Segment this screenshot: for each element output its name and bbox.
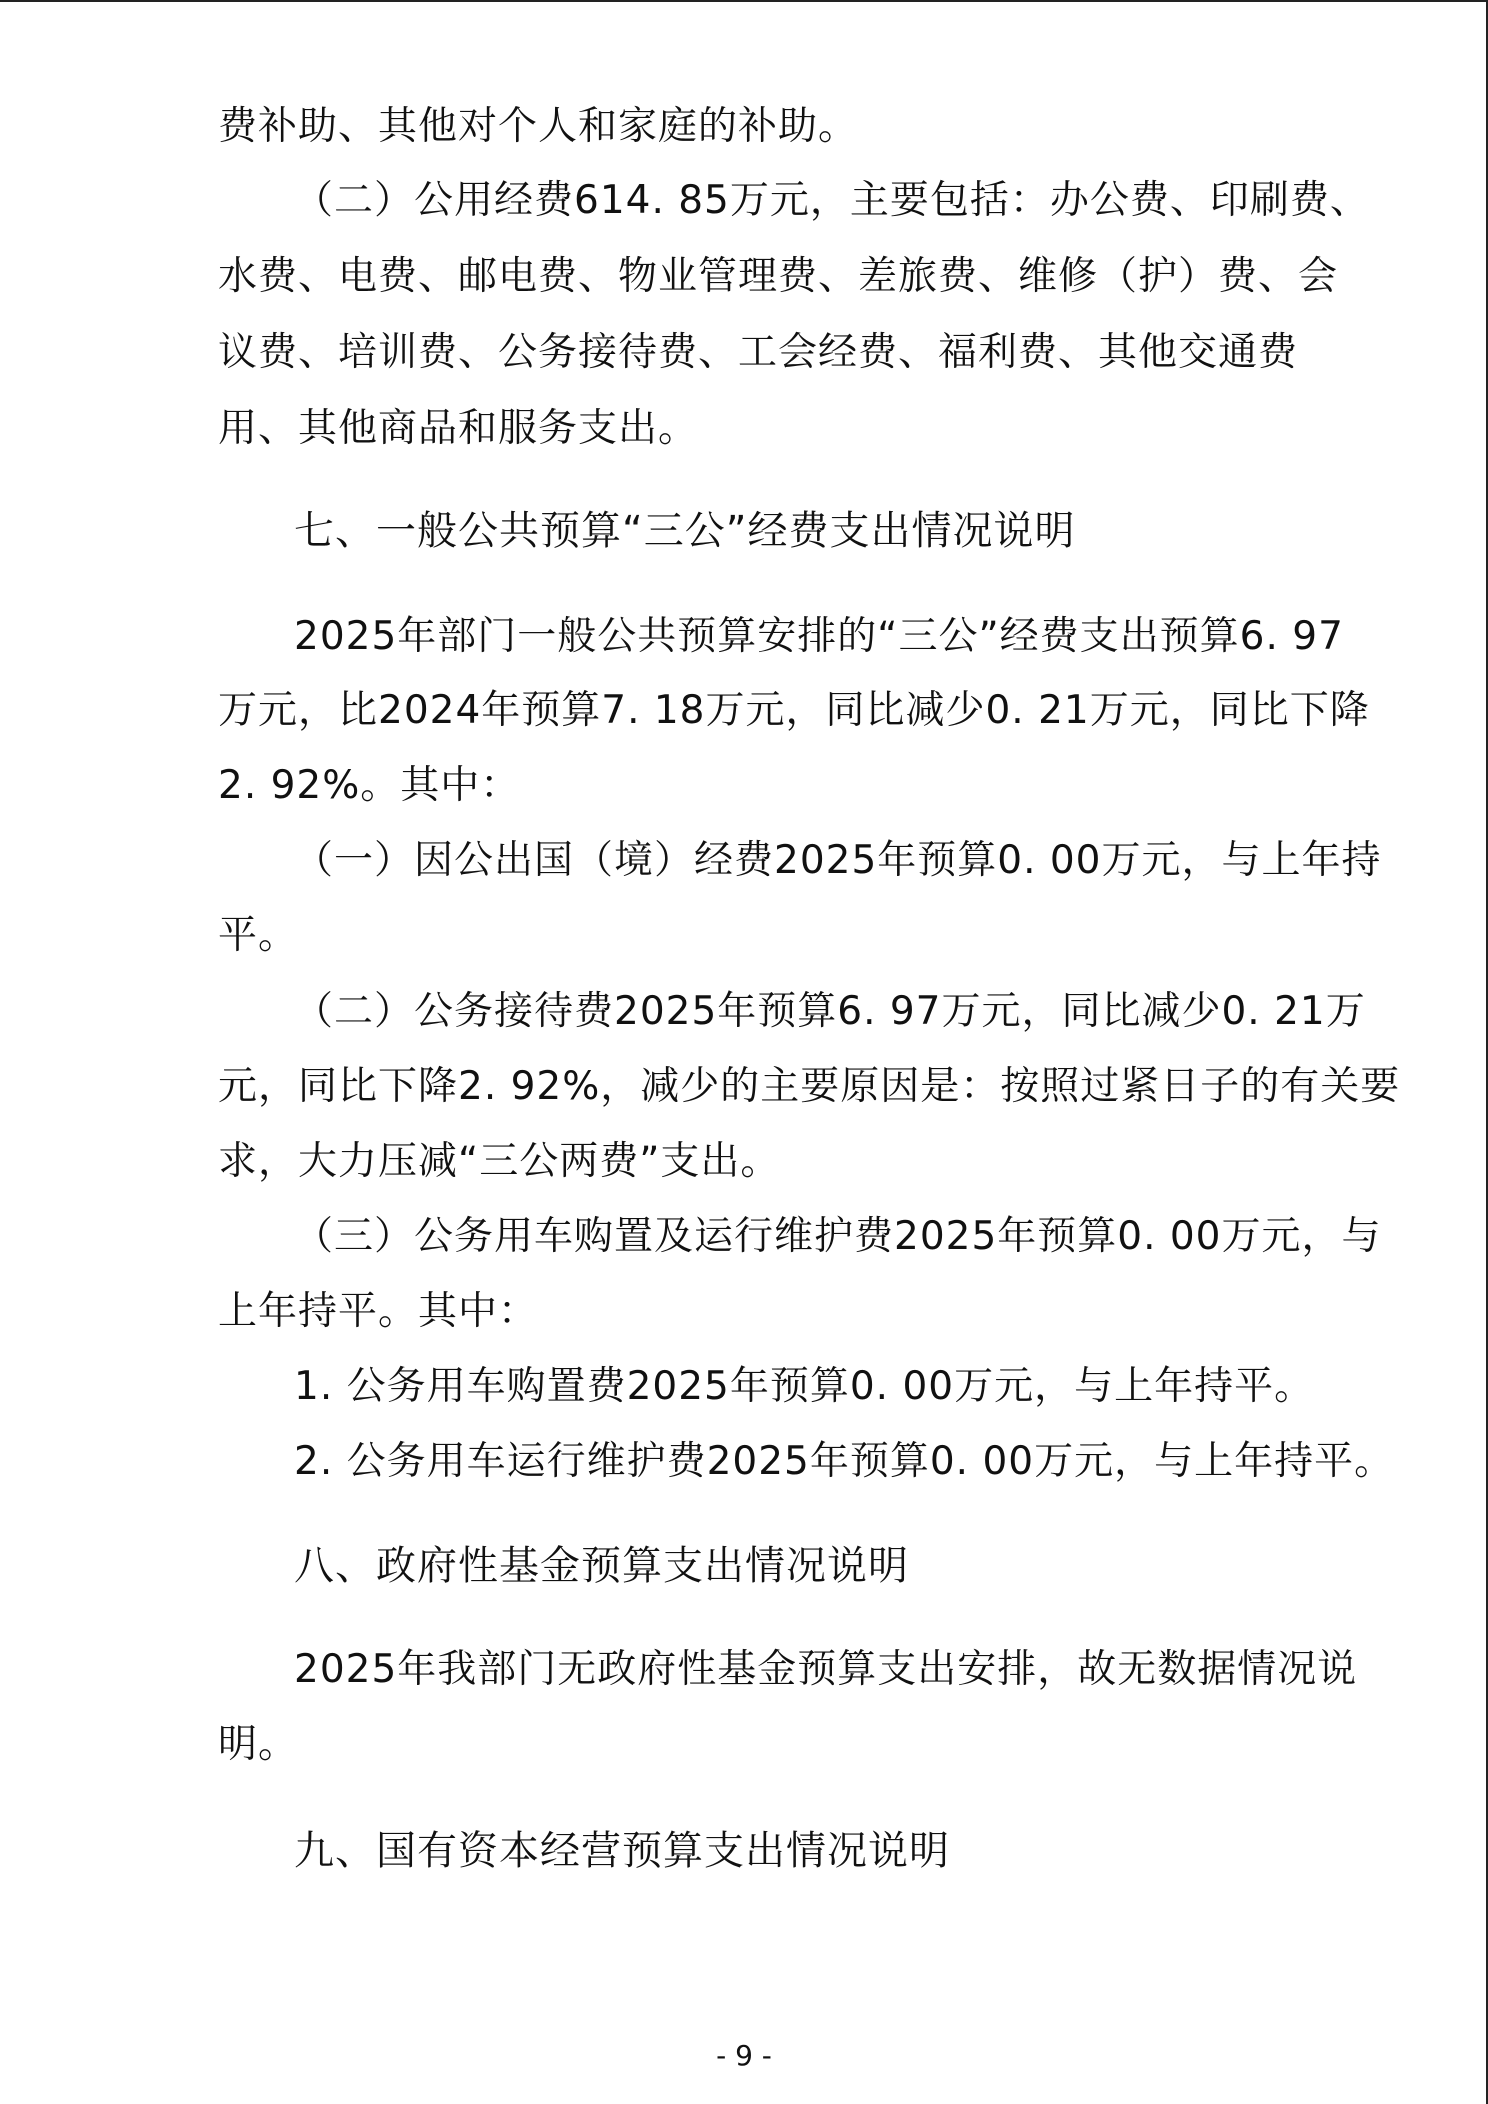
text-line: 万元，比2024年预算7. 18万元，同比减少0. 21万元，同比下降	[218, 688, 1370, 733]
text-line: 平。	[218, 913, 299, 958]
text-line: 2025年我部门无政府性基金预算支出安排，故无数据情况说	[294, 1647, 1358, 1692]
text-line: 2025年部门一般公共预算安排的“三公”经费支出预算6. 97	[294, 614, 1344, 659]
text-line: 用、其他商品和服务支出。	[218, 406, 699, 451]
text-line: 费补助、其他对个人和家庭的补助。	[218, 104, 859, 149]
text-line: （二）公务接待费2025年预算6. 97万元，同比减少0. 21万	[294, 989, 1366, 1034]
text-line: 上年持平。其中：	[218, 1289, 539, 1334]
text-line: 元，同比下降2. 92%，减少的主要原因是：按照过紧日子的有关要	[218, 1064, 1401, 1109]
section-heading: 七、一般公共预算“三公”经费支出情况说明	[294, 508, 1076, 554]
text-line: （二）公用经费614. 85万元，主要包括：办公费、印刷费、	[294, 178, 1370, 223]
page-border-top	[0, 0, 1488, 2]
text-line: 求，大力压减“三公两费”支出。	[218, 1139, 781, 1184]
text-line: 明。	[218, 1722, 299, 1767]
text-line: （一）因公出国（境）经费2025年预算0. 00万元，与上年持	[294, 838, 1382, 883]
text-line: 1. 公务用车购置费2025年预算0. 00万元，与上年持平。	[294, 1364, 1315, 1409]
section-heading: 八、政府性基金预算支出情况说明	[294, 1543, 909, 1589]
text-line: （三）公务用车购置及运行维护费2025年预算0. 00万元，与	[294, 1214, 1382, 1259]
text-line: 水费、电费、邮电费、物业管理费、差旅费、维修（护）费、会	[218, 254, 1339, 299]
text-line: 2. 公务用车运行维护费2025年预算0. 00万元，与上年持平。	[294, 1439, 1395, 1484]
text-line: 议费、培训费、公务接待费、工会经费、福利费、其他交通费	[218, 330, 1299, 375]
text-line: 2. 92%。其中：	[218, 763, 521, 808]
page-number: - 9 -	[716, 2039, 772, 2072]
section-heading: 九、国有资本经营预算支出情况说明	[294, 1828, 950, 1874]
